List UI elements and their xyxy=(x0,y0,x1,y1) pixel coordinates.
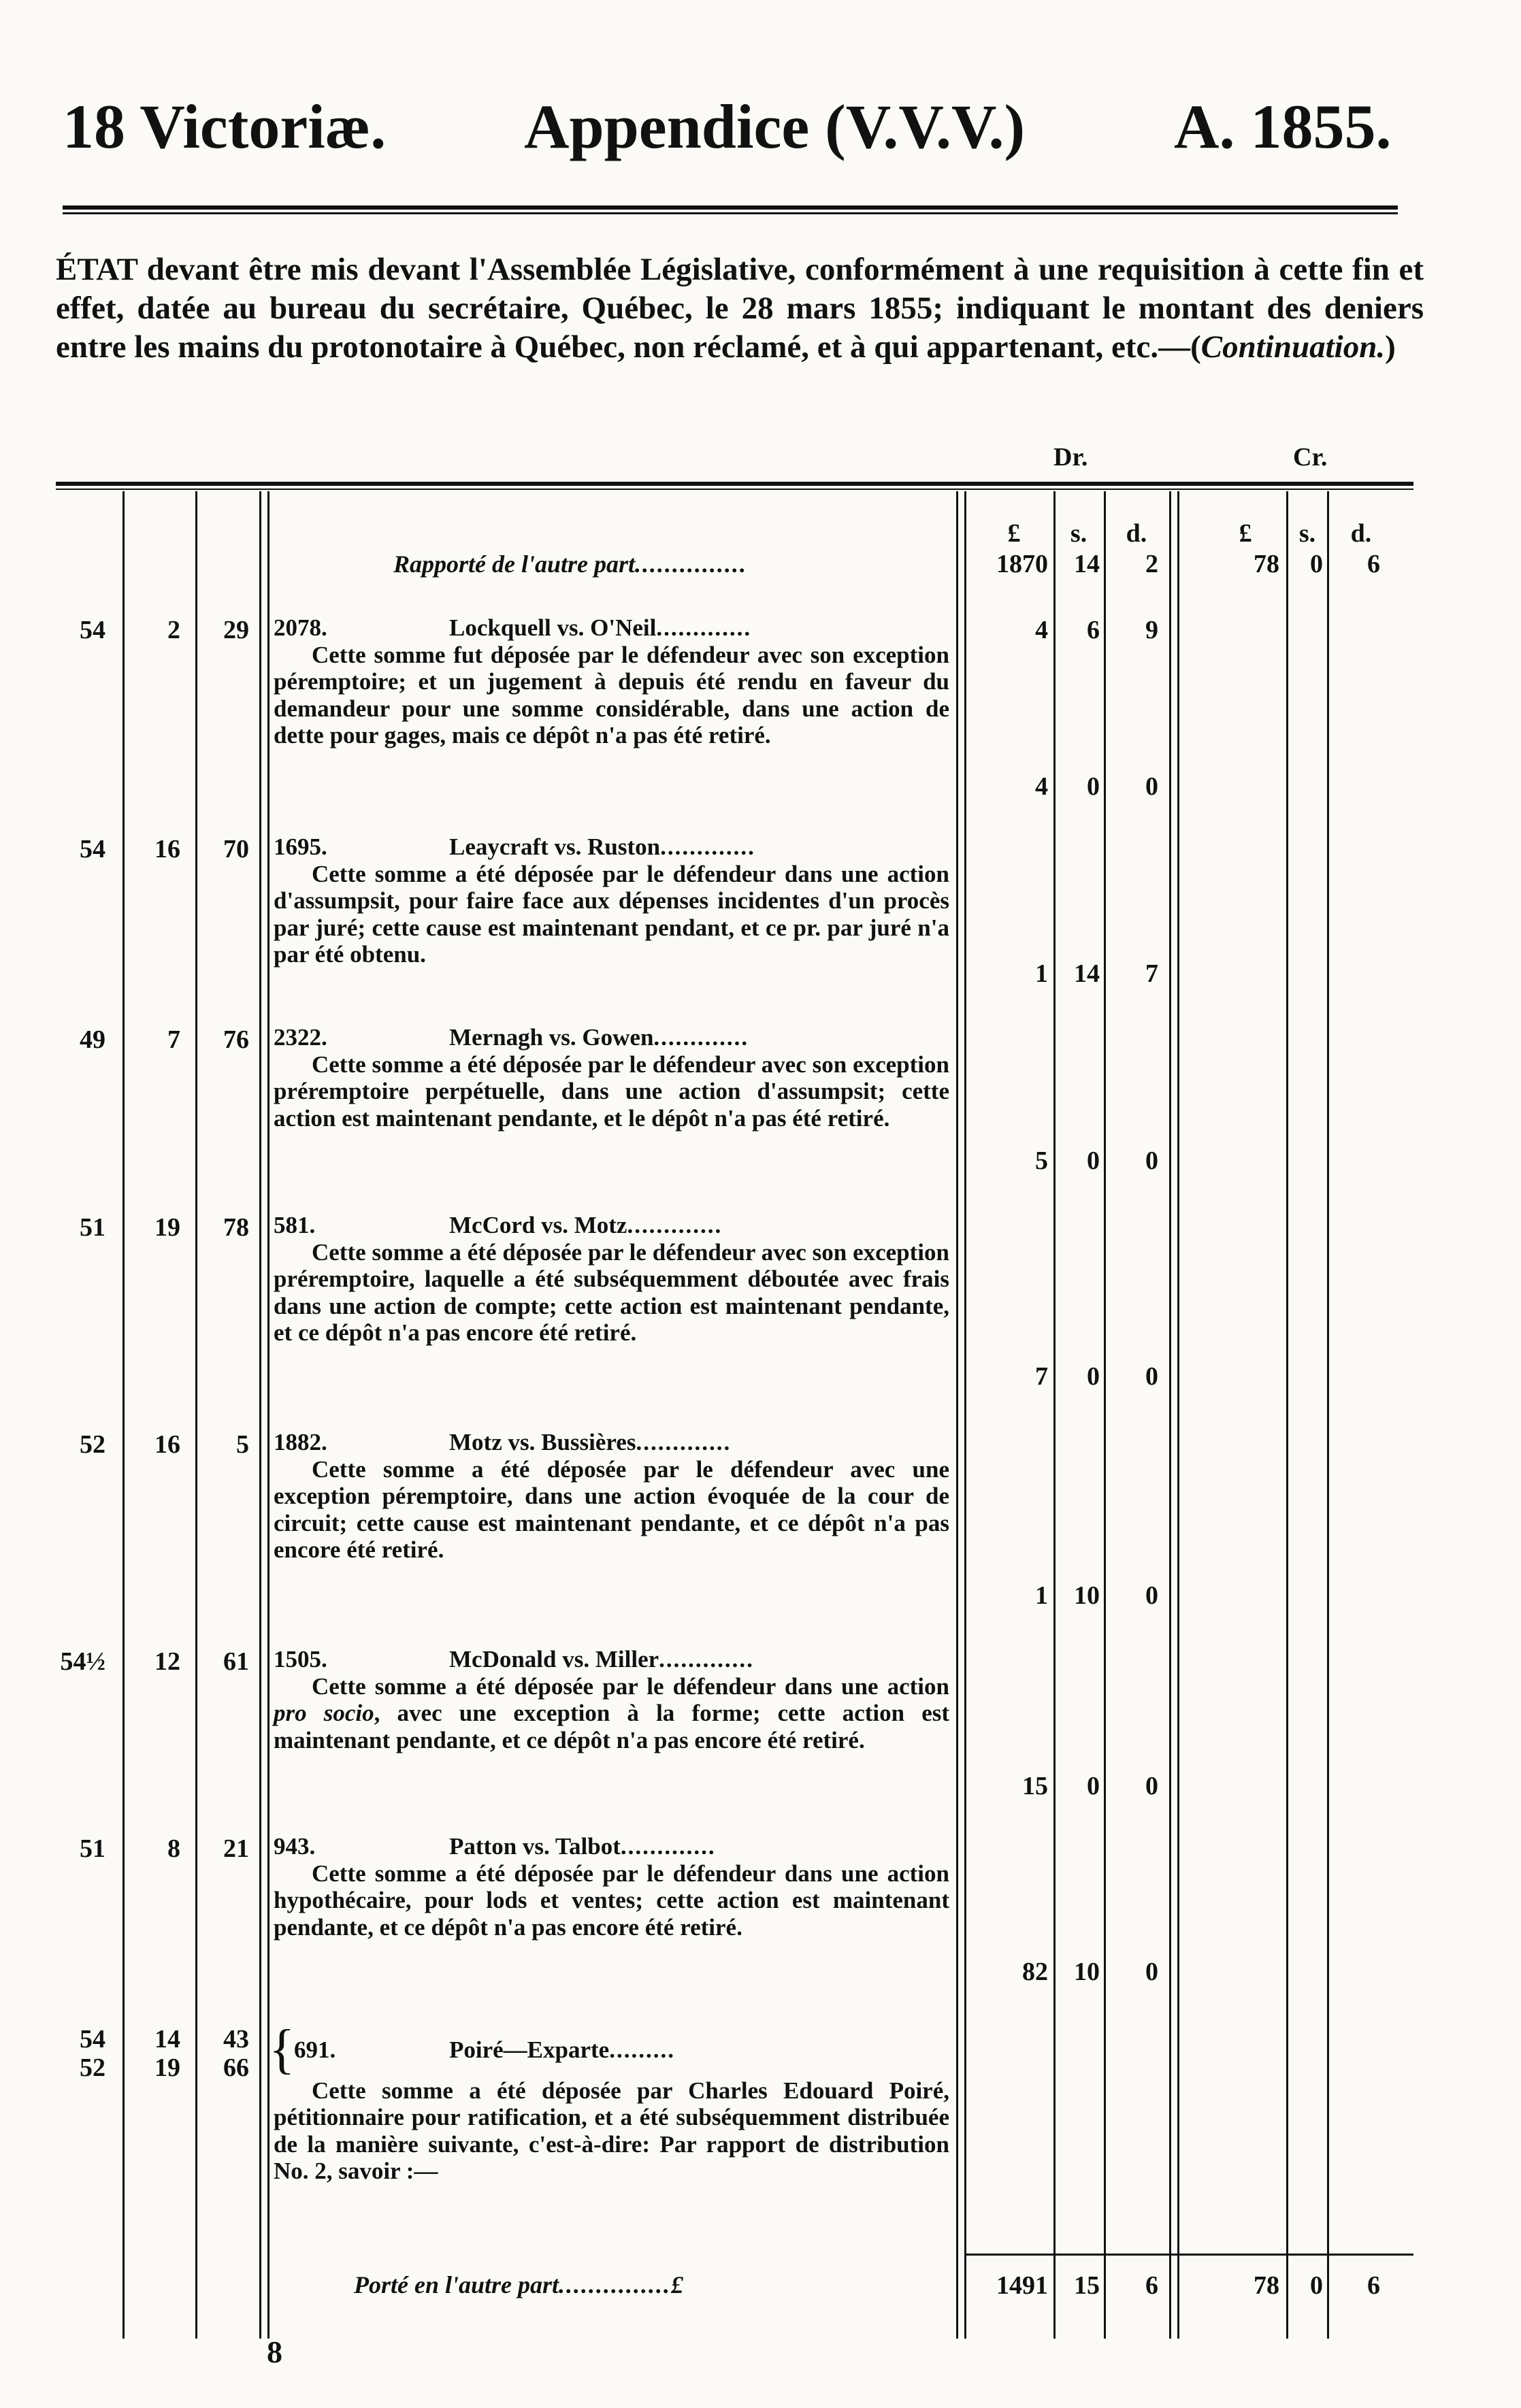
entry-pounds: 1 xyxy=(1035,1581,1048,1610)
intro-lead: ÉTAT xyxy=(56,252,138,287)
header-left: 18 Victoriæ. xyxy=(63,92,387,161)
brought-forward-cr-pounds: 78 xyxy=(1254,550,1279,578)
entry-pence: 0 xyxy=(1145,1147,1158,1175)
entry-ref-1: 52 xyxy=(80,1430,105,1459)
brought-forward-dr-pounds: 1870 xyxy=(996,550,1048,578)
table-rule-top xyxy=(56,482,1413,486)
entry-shillings: 0 xyxy=(1087,1772,1100,1800)
entry-ref2-3: 66 xyxy=(223,2054,249,2082)
intro-text: devant être mis devant l'Assemblée Législative, conformément à une requisition à cette fin et effet, datée au bureau du secrétaire, Québec, le 28 mars 1855; indiquant le montant des deniers entre les mains du protonotaire à Québec, non réclamé, et à qui appartenant, etc.—( xyxy=(56,252,1424,365)
entry-ref-2: 12 xyxy=(154,1647,180,1676)
brought-forward-label: Rapporté de l'autre part............... xyxy=(393,550,748,578)
entry-ref-2: 8 xyxy=(167,1834,180,1863)
entry-ref2-1: 52 xyxy=(80,2054,105,2082)
dr-shilling-heading: s. xyxy=(1070,519,1087,548)
col-line xyxy=(1327,491,1329,2339)
carried-forward-dr-pence: 6 xyxy=(1145,2271,1158,2300)
brought-forward-dr-pence: 2 xyxy=(1145,550,1158,578)
entry-description: 1505. McDonald vs. Miller............. Cette somme a été déposée par le défendeur dans une action pro socio, avec une exception à la forme; cette action est maintenant pendante, et ce dépôt n'a pas encore été retiré. xyxy=(274,1646,950,1753)
brace-icon: { xyxy=(269,2019,295,2079)
brought-forward-cr-pence: 6 xyxy=(1367,550,1380,578)
entry-ref-1: 54 xyxy=(80,835,105,863)
carried-forward-dr-pounds: 1491 xyxy=(996,2271,1048,2300)
entry-pence: 0 xyxy=(1145,1581,1158,1610)
entry-pounds: 4 xyxy=(1035,772,1048,801)
intro-paragraph xyxy=(56,250,1424,367)
col-line xyxy=(1169,491,1171,2339)
entry-ref-1: 51 xyxy=(80,1834,105,1863)
header-right: A. 1855. xyxy=(1174,92,1392,161)
entry-shillings: 14 xyxy=(1074,959,1100,988)
entry-ref-3: 21 xyxy=(223,1834,249,1863)
entry-pence: 0 xyxy=(1145,1958,1158,1986)
col-line xyxy=(122,491,125,2339)
entry-description: 943. Patton vs. Talbot............. Cette somme a été déposée par le défendeur dans une action hypothécaire, pour lods et ventes; cette action est maintenant pendante, et ce dépôt n'a pas encore été retiré. xyxy=(274,1833,949,1941)
col-line xyxy=(1104,491,1106,2339)
entry-ref-2: 16 xyxy=(154,835,180,863)
col-line xyxy=(1286,491,1288,2339)
intro-close: ) xyxy=(1385,329,1396,365)
carried-forward-cr-shillings: 0 xyxy=(1310,2271,1323,2300)
col-line xyxy=(195,491,197,2339)
dr-heading: Dr. xyxy=(1053,443,1088,472)
entry-ref-1: 54 xyxy=(80,2025,105,2054)
carried-forward-cr-pence: 6 xyxy=(1367,2271,1380,2300)
col-line xyxy=(259,491,261,2339)
carried-forward-dr-shillings: 15 xyxy=(1074,2271,1100,2300)
col-line xyxy=(964,491,966,2339)
entry-shillings: 0 xyxy=(1087,1362,1100,1391)
carried-forward-label: Porté en l'autre part...............£ xyxy=(354,2271,684,2298)
entry-pounds: 7 xyxy=(1035,1362,1048,1391)
col-line xyxy=(1177,491,1179,2339)
total-rule xyxy=(964,2254,1413,2256)
brought-forward-dr-shillings: 14 xyxy=(1074,550,1100,578)
intro-continuation: Continuation. xyxy=(1200,329,1386,365)
entry-pence: 0 xyxy=(1145,772,1158,801)
entry-pence: 7 xyxy=(1145,959,1158,988)
entry-pounds: 15 xyxy=(1022,1772,1048,1800)
entry-pounds: 82 xyxy=(1022,1958,1048,1986)
entry-ref-2: 2 xyxy=(167,616,180,644)
dr-pound-heading: £ xyxy=(1007,519,1021,548)
cr-pound-heading: £ xyxy=(1239,519,1252,548)
page-number: 8 xyxy=(267,2335,282,2369)
entry-ref-2: 19 xyxy=(154,1213,180,1242)
header-center: Appendice (V.V.V.) xyxy=(524,92,1026,161)
col-line xyxy=(956,491,958,2339)
entry-pence: 0 xyxy=(1145,1362,1158,1391)
cr-pence-heading: d. xyxy=(1350,519,1372,548)
cr-heading: Cr. xyxy=(1293,443,1328,472)
entry-shillings: 10 xyxy=(1074,1581,1100,1610)
entry-description: 581. McCord vs. Motz............. Cette somme a été déposée par le défendeur avec son exception préremptoire, laquelle a été subséquemment déboutée avec frais dans une action de compte; cette action est maintenant pendante, et ce dépôt n'a pas encore été retiré. xyxy=(274,1212,949,1346)
carried-forward-cr-pounds: 78 xyxy=(1254,2271,1279,2300)
entry-ref-3: 70 xyxy=(223,835,249,863)
cr-shilling-heading: s. xyxy=(1298,519,1316,548)
entry-ref2-2: 19 xyxy=(154,2054,180,2082)
entry-ref-2: 7 xyxy=(167,1025,180,1054)
entry-shillings: 10 xyxy=(1074,1958,1100,1986)
entry-pence: 0 xyxy=(1145,1772,1158,1800)
entry-ref-3: 43 xyxy=(223,2025,249,2054)
header-rule-bottom xyxy=(63,212,1398,214)
table-rule-top-thin xyxy=(56,489,1413,490)
entry-ref-3: 76 xyxy=(223,1025,249,1054)
entry-ref-1: 54½ xyxy=(60,1647,105,1676)
col-line xyxy=(1053,491,1056,2339)
entry-description: 1882. Motz vs. Bussières............. Cette somme a été déposée par le défendeur avec une exception péremptoire, dans une action évoquée de la cour de circuit; cette cause est maintenant pendante, et ce dépôt n'a pas encore été retiré. xyxy=(274,1429,949,1563)
header-rule-top xyxy=(63,205,1398,210)
entry-pounds: 5 xyxy=(1035,1147,1048,1175)
entry-ref-2: 16 xyxy=(154,1430,180,1459)
entry-ref-3: 29 xyxy=(223,616,249,644)
entry-ref-1: 54 xyxy=(80,616,105,644)
entry-title-shillings: 6 xyxy=(1087,616,1100,644)
entry-pounds: 1 xyxy=(1035,959,1048,988)
entry-description: 691. Poiré—Exparte......... Cette somme a été déposée par Charles Edouard Poiré, pétitionnaire pour ratification, et a été subséquemment distribuée de la manière suivante, c'est-à-dire: Par rapport de distribution No. 2, savoir :— xyxy=(274,2036,949,2184)
entry-ref-3: 5 xyxy=(236,1430,249,1459)
dr-pence-heading: d. xyxy=(1126,519,1147,548)
entry-ref-1: 49 xyxy=(80,1025,105,1054)
entry-title-pounds: 4 xyxy=(1035,616,1048,644)
entry-shillings: 0 xyxy=(1087,1147,1100,1175)
entry-ref-1: 51 xyxy=(80,1213,105,1242)
entry-description: 2078. Lockquell vs. O'Neil............. Cette somme fut déposée par le défendeur avec son exception péremptoire; et un jugement à depuis été rendu en faveur du demandeur pour une somme considérable, dans une action de dette pour gages, mais ce dépôt n'a pas été retiré. xyxy=(274,614,949,748)
entry-title-pence: 9 xyxy=(1145,616,1158,644)
entry-ref-3: 78 xyxy=(223,1213,249,1242)
entry-shillings: 0 xyxy=(1087,772,1100,801)
entry-description: 2322. Mernagh vs. Gowen............. Cette somme a été déposée par le défendeur avec son exception préremptoire perpétuelle, dans une action d'assumpsit; cette action est maintenant pendante, et le dépôt n'a pas été retiré. xyxy=(274,1024,949,1132)
entry-ref-3: 61 xyxy=(223,1647,249,1676)
entry-description: 1695. Leaycraft vs. Ruston............. Cette somme a été déposée par le défendeur dans une action d'assumpsit, pour faire face aux dépenses incidentes d'un procès par juré; cette cause est maintenant pendant, et ce pr. par juré n'a par été obtenu. xyxy=(274,834,949,968)
entry-ref-2: 14 xyxy=(154,2025,180,2054)
brought-forward-cr-shillings: 0 xyxy=(1310,550,1323,578)
